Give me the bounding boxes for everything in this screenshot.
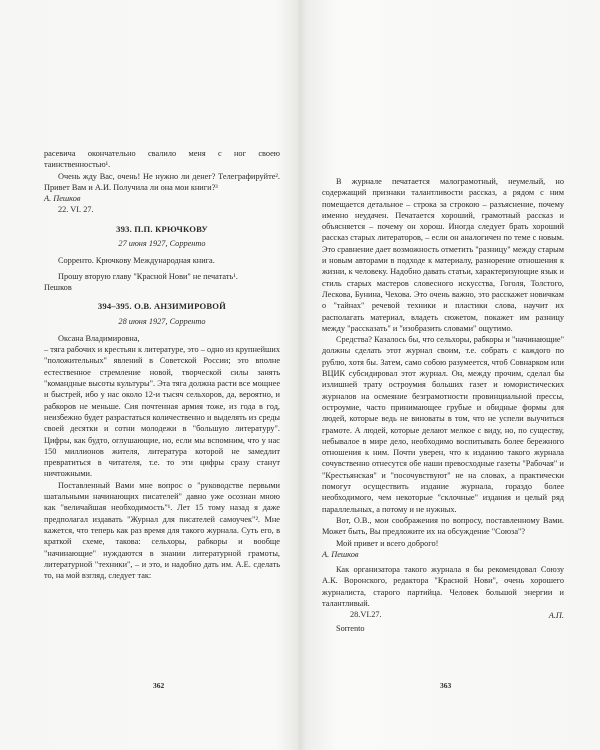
letter-paragraph: Вот, О.В., мои соображения по вопросу, поставленному Вами. Может быть, Вы предложите их на обсуждение "Союза"? bbox=[322, 515, 564, 537]
letter-date: 28.VI.27. bbox=[350, 610, 382, 620]
continuation-paragraph: расевича окончательно свалило меня с ног своею таинственностью¹. bbox=[44, 149, 280, 170]
telegram-text: Сорренто. Крючкову Международная книга. bbox=[58, 256, 215, 266]
letter-paragraph: В журнале печатается малограмотный, неумелый, но содержащий признаки талантливости рассказ, а рядом с ним помещается детальное – строка за строкою – разъяснение, почему именно неудачен. Печатается хороший, грамотный рассказ и объясняется – почему он хорош. Иногда следует брать хороший рассказ старых литераторов, – если он аналогичен по теме с новым. Это сравнение дает возможность отметить "разницу" между старым и новым авторами в подходе к материалу, разнорение отношения к жизни, к человеку. Надобно давать статьи, характеризующие язык и стиль старых мастеров словесного искусства, Гоголя, Толстого, Лескова, Бунина, Чехова. Это очень важно, это расскажет новичкам о "тайнах" речевой техники и пластики слова, научит их располагать материал, владеть сюжетом, покажет им разницу между "рассказать" и "изобразить словами" ощутимо. bbox=[322, 177, 564, 333]
postscript: Как организатора такого журнала я бы рекомендовал Союзу А.К. Воронского, редактора "Красной Нови", очень хорошего журналиста, старого партийца. Человек большой энергии и талантливый. bbox=[322, 565, 564, 608]
letter-dateline: 27 июня 1927, Сорренто bbox=[118, 239, 206, 249]
letter-heading: 394–395. О.В. АНЗИМИРОВОЙ bbox=[97, 301, 227, 312]
letter-paragraph: Поставленный Вами мне вопрос о "руководстве первыми шатальными начинающих писателей" давно уже осознан мною как "величайшая необходимость"¹. Лет 15 тому назад я даже предполагал издавать "Журнал для писателей самоучек"². Мне кажется, что теперь как раз время для такого журнала. Суть его, в краткой схеме, такова: сельхоры, рабкоры и вообще "начинающие" нуждаются в знании литературной грамоты, литературной "техники", – и это, и надобно дать им. А.Е. сделать то, на мой взгляд, следует так: bbox=[44, 480, 280, 581]
letter-closing: Мой привет и всего доброго! bbox=[336, 538, 439, 548]
salutation: Оксана Владимировна, bbox=[58, 333, 140, 343]
letter-paragraph: Средства? Казалось бы, что сельхоры, рабкоры и "начинающие" должны сделать этот журнал своим, т.е. собрать с каждого по рублю, хотя бы. Затем, само собою разумеется, чтоб Совнарком или ВЦИК субсидировал этот журнал. Он, между прочим, сделал бы излишней трату остроумия больших газет и юмористических журналов на осмеяние безграмотности провинциальной прессы, остроумие, часто принимающее грубые и обидные формы для людей, которые ведь не виноваты в том, что не успели выучиться грамоте. А людей, которые делают мелкое с виду, но, по существу, небывалое в мире дело, необходимо воспитывать более бережного отношения к ним. Почти уверен, что к изданию такого журнала сочувственно отнесутся обе наши превосходные газеты "Рабочая" и "Крестьянская" и "посочувствуют" не на словах, а практически помогут осуществить издание журнала, гораздо более необходимого, чем некоторые "склочные" издания и целый ряд параллельных, а потому и не нужных. bbox=[322, 335, 564, 514]
right-page bbox=[300, 0, 600, 750]
signature: Пешков bbox=[44, 282, 72, 292]
letter-paragraph: Очень жду Вас, очень! Не нужно ли денег? Телеграфируйте². Привет Вам и А.И. Получила ли она мои книги?³ bbox=[44, 171, 280, 192]
signature: А. Пешков bbox=[44, 194, 81, 204]
page-number: 363 bbox=[440, 681, 452, 690]
letter-heading: 393. П.П. КРЮЧКОВУ bbox=[116, 223, 208, 234]
page-number: 362 bbox=[153, 681, 165, 690]
initials: А.П. bbox=[548, 611, 564, 621]
signature: А. Пешков bbox=[322, 549, 359, 559]
letter-paragraph: – тяга рабочих и крестьян к литературе, это – одно из крупнейших "положительных" явлений в Советской России; это вполне естественное стремление новой, творческой силы занять "командные высоты культуры". Эта тяга должна расти все мощнее и быстрей, ибо у нас около 12-и тысяч сельхоров, да, вероятно, и рабкоров не меньше. Сия почтенная армия тоже, из года в год, неизбежно будет разрастаться количественно и выделять из среды своей десятки и сотни молодежи в "большую литературу". Цифры, как будто, оглушающие, но, если мы вспомним, что у нас 150 миллионов жителя, литература которой не замедлит превратиться в читателя, т.е. то эти цифры сразу станут ничтожными. bbox=[44, 345, 280, 479]
telegram-text: Прошу вторую главу "Красной Нови" не печатать¹. bbox=[58, 271, 238, 281]
letter-dateline: 28 июня 1927, Сорренто bbox=[118, 316, 206, 326]
letter-place: Sorrento bbox=[336, 623, 365, 633]
letter-date: 22. VI. 27. bbox=[58, 205, 94, 215]
